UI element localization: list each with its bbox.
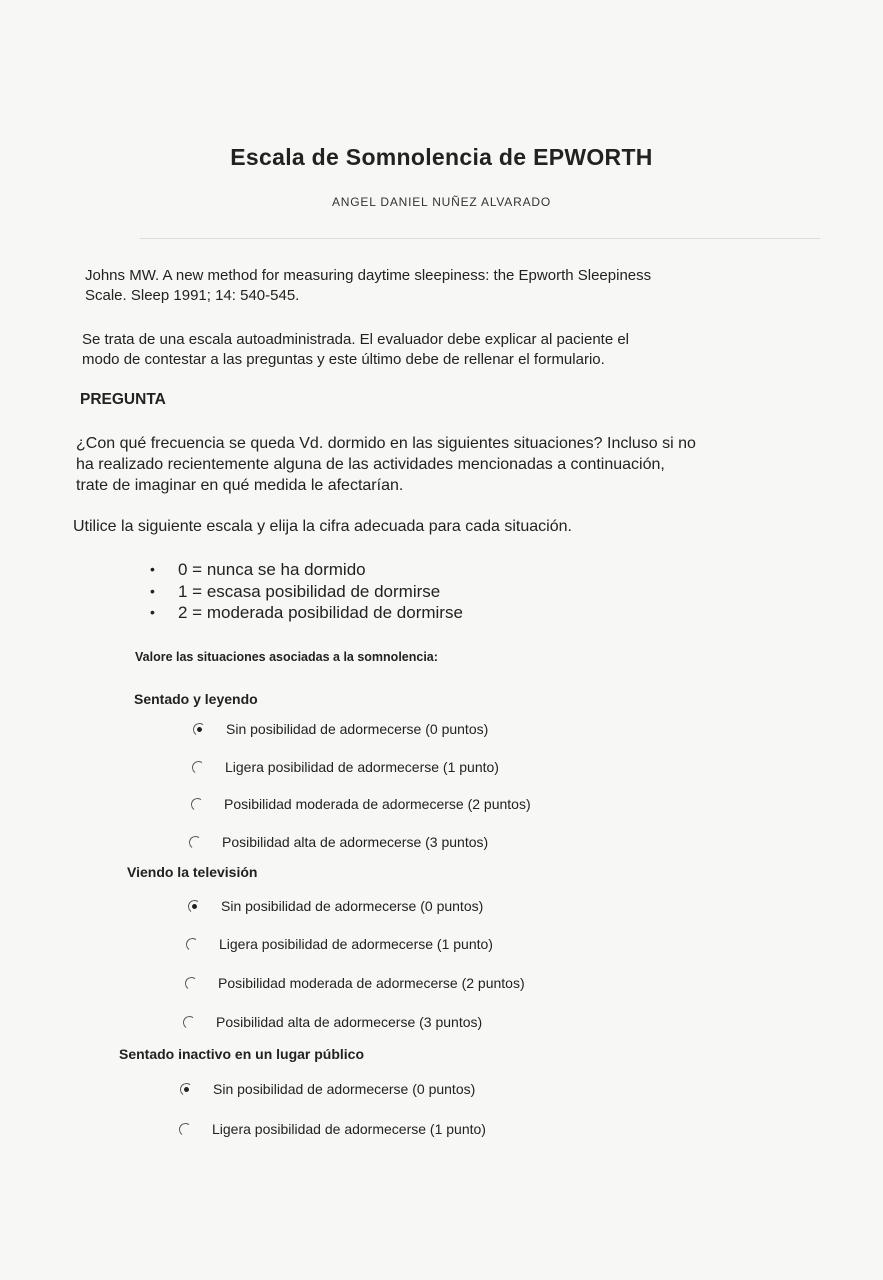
option-sentado-leyendo-1[interactable] [192,758,499,776]
scale-item: • 0 = nunca se ha dormido [150,559,463,581]
option-label: Sin posibilidad de adormecerse (0 puntos) [226,721,489,737]
scale-list [150,559,463,624]
document-title: Escala de Somnolencia de EPWORTH [230,144,653,170]
instructions-paragraph [82,330,629,370]
option-label: Posibilidad alta de adormecerse (3 puntos) [222,834,489,850]
radio-button[interactable] [192,721,207,736]
scale-intro: Utilice la siguiente escala y elija la cifra adecuada para cada situación. [73,518,572,535]
option-label: Posibilidad moderada de adormecerse (2 puntos) [218,975,525,991]
option-television-0[interactable] [188,897,483,915]
question-line: ha realizado recientemente alguna de las actividades mencionadas a continuación, [76,456,665,473]
radio-button[interactable] [187,898,202,913]
option-sentado-leyendo-2[interactable] [191,795,531,813]
question-text [76,433,696,496]
instructions-line: modo de contestar a las preguntas y este último debe de rellenar el formulario. [82,351,605,368]
author-name: ANGEL DANIEL NUÑEZ ALVARADO [332,195,551,209]
section-title-sentado-leyendo: Sentado y leyendo [134,691,258,707]
radio-button[interactable] [190,796,205,811]
radio-button[interactable] [182,1014,197,1029]
option-label: Sin posibilidad de adormecerse (0 puntos) [221,898,484,914]
option-label: Ligera posibilidad de adormecerse (1 punto) [219,936,493,952]
question-heading: PREGUNTA [80,391,166,408]
reference-line: Scale. Sleep 1991; 14: 540-545. [85,287,300,304]
option-television-3[interactable] [183,1013,482,1031]
option-label: Sin posibilidad de adormecerse (0 puntos) [213,1081,476,1097]
radio-button[interactable] [185,936,200,951]
option-lugar-publico-1[interactable] [179,1120,486,1138]
reference-citation [85,266,651,306]
option-sentado-leyendo-3[interactable] [189,833,488,851]
scale-item: • 2 = moderada posibilidad de dormirse [150,602,463,624]
section-title-television: Viendo la televisión [127,864,258,880]
scale-item: • 1 = escasa posibilidad de dormirse [150,581,463,603]
option-sentado-leyendo-0[interactable] [193,720,488,738]
option-television-1[interactable] [186,935,493,953]
question-line: ¿Con qué frecuencia se queda Vd. dormido en las siguientes situaciones? Incluso si no [76,435,696,452]
radio-button[interactable] [184,975,199,990]
option-television-2[interactable] [185,974,525,992]
question-line: trate de imaginar en qué medida le afectarían. [76,477,404,494]
option-label: Posibilidad moderada de adormecerse (2 puntos) [224,796,531,812]
option-lugar-publico-0[interactable] [180,1080,475,1098]
option-label: Ligera posibilidad de adormecerse (1 punto) [212,1121,486,1137]
instructions-line: Se trata de una escala autoadministrada. El evaluador debe explicar al paciente el [82,331,630,348]
situations-label: Valore las situaciones asociadas a la somnolencia: [135,650,438,664]
section-title-lugar-publico: Sentado inactivo en un lugar público [119,1046,365,1062]
radio-button[interactable] [179,1081,194,1096]
radio-button[interactable] [188,834,203,849]
radio-button[interactable] [191,759,206,774]
option-label: Posibilidad alta de adormecerse (3 puntos) [216,1014,483,1030]
radio-button[interactable] [178,1121,193,1136]
reference-line: Johns MW. A new method for measuring daytime sleepiness: the Epworth Sleepiness [85,267,652,284]
option-label: Ligera posibilidad de adormecerse (1 punto) [225,759,499,775]
header-divider [140,238,820,239]
